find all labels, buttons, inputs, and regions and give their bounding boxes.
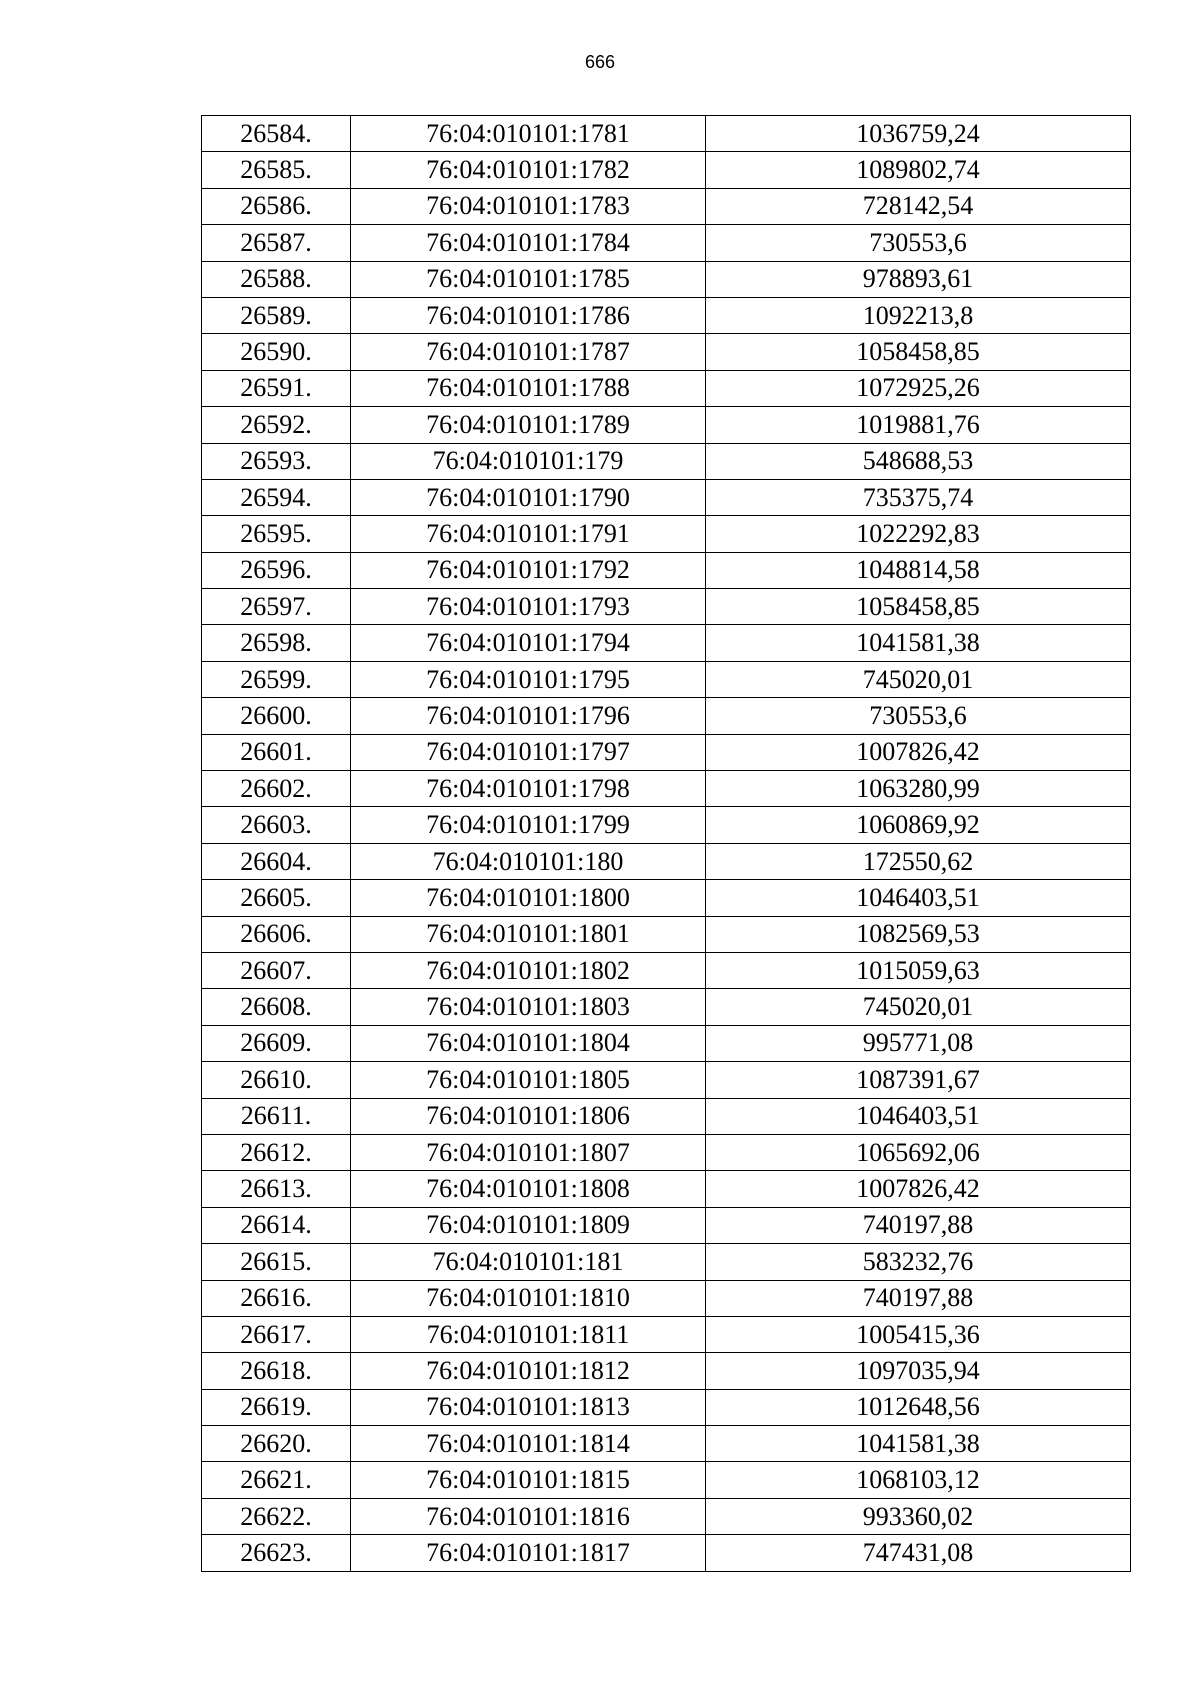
table-row — [202, 698, 1131, 734]
row-number-cell: 26594. — [202, 479, 351, 515]
table-row — [202, 1353, 1131, 1389]
row-number-cell: 26589. — [202, 297, 351, 333]
cadastral-value-cell: 1019881,76 — [706, 407, 1131, 443]
table-row — [202, 552, 1131, 588]
cadastral-number-cell: 76:04:010101:1801 — [351, 916, 706, 952]
cadastral-value-cell: 735375,74 — [706, 479, 1131, 515]
cadastral-number-cell: 76:04:010101:180 — [351, 843, 706, 879]
cadastral-number-cell: 76:04:010101:1786 — [351, 297, 706, 333]
cadastral-value-table — [201, 115, 1131, 1572]
cadastral-value-cell: 1089802,74 — [706, 152, 1131, 188]
cadastral-value-cell: 745020,01 — [706, 989, 1131, 1025]
row-number-cell: 26619. — [202, 1389, 351, 1425]
row-number-cell: 26614. — [202, 1207, 351, 1243]
row-number-cell: 26608. — [202, 989, 351, 1025]
table-row — [202, 1498, 1131, 1534]
table-row — [202, 1025, 1131, 1061]
row-number-cell: 26585. — [202, 152, 351, 188]
cadastral-number-cell: 76:04:010101:1808 — [351, 1171, 706, 1207]
table-row — [202, 1062, 1131, 1098]
cadastral-number-cell: 76:04:010101:1807 — [351, 1134, 706, 1170]
cadastral-number-cell: 76:04:010101:1810 — [351, 1280, 706, 1316]
row-number-cell: 26616. — [202, 1280, 351, 1316]
row-number-cell: 26615. — [202, 1244, 351, 1280]
table-row — [202, 516, 1131, 552]
row-number-cell: 26620. — [202, 1426, 351, 1462]
table-row — [202, 1280, 1131, 1316]
row-number-cell: 26587. — [202, 225, 351, 261]
page-number: 666 — [584, 52, 616, 72]
table-row — [202, 370, 1131, 406]
row-number-cell: 26607. — [202, 952, 351, 988]
cadastral-value-cell: 548688,53 — [706, 443, 1131, 479]
cadastral-number-cell: 76:04:010101:1795 — [351, 661, 706, 697]
cadastral-value-cell: 978893,61 — [706, 261, 1131, 297]
table-row — [202, 807, 1131, 843]
table-row — [202, 1207, 1131, 1243]
cadastral-number-cell: 76:04:010101:1790 — [351, 479, 706, 515]
cadastral-number-cell: 76:04:010101:1791 — [351, 516, 706, 552]
row-number-cell: 26586. — [202, 188, 351, 224]
table-row — [202, 116, 1131, 152]
row-number-cell: 26593. — [202, 443, 351, 479]
cadastral-value-cell: 1036759,24 — [706, 116, 1131, 152]
row-number-cell: 26601. — [202, 734, 351, 770]
cadastral-number-cell: 76:04:010101:1797 — [351, 734, 706, 770]
cadastral-number-cell: 76:04:010101:1811 — [351, 1316, 706, 1352]
row-number-cell: 26584. — [202, 116, 351, 152]
table-row — [202, 407, 1131, 443]
table-row — [202, 1316, 1131, 1352]
cadastral-number-cell: 76:04:010101:1783 — [351, 188, 706, 224]
cadastral-value-cell: 583232,76 — [706, 1244, 1131, 1280]
row-number-cell: 26599. — [202, 661, 351, 697]
cadastral-value-cell: 1005415,36 — [706, 1316, 1131, 1352]
row-number-cell: 26596. — [202, 552, 351, 588]
cadastral-value-cell: 1058458,85 — [706, 334, 1131, 370]
row-number-cell: 26622. — [202, 1498, 351, 1534]
cadastral-number-cell: 76:04:010101:179 — [351, 443, 706, 479]
cadastral-value-cell: 1072925,26 — [706, 370, 1131, 406]
cadastral-value-cell: 1087391,67 — [706, 1062, 1131, 1098]
cadastral-value-cell: 730553,6 — [706, 698, 1131, 734]
cadastral-value-cell: 1041581,38 — [706, 1426, 1131, 1462]
cadastral-value-cell: 728142,54 — [706, 188, 1131, 224]
table-body — [202, 116, 1131, 1572]
cadastral-value-cell: 1046403,51 — [706, 1098, 1131, 1134]
cadastral-number-cell: 76:04:010101:1793 — [351, 589, 706, 625]
cadastral-value-cell: 1058458,85 — [706, 589, 1131, 625]
cadastral-value-cell: 1012648,56 — [706, 1389, 1131, 1425]
cadastral-value-cell: 730553,6 — [706, 225, 1131, 261]
row-number-cell: 26602. — [202, 771, 351, 807]
table-row — [202, 1462, 1131, 1498]
cadastral-number-cell: 76:04:010101:1789 — [351, 407, 706, 443]
table-row — [202, 225, 1131, 261]
table-row — [202, 1389, 1131, 1425]
cadastral-value-cell: 1007826,42 — [706, 734, 1131, 770]
table-row — [202, 1426, 1131, 1462]
row-number-cell: 26592. — [202, 407, 351, 443]
table-row — [202, 261, 1131, 297]
row-number-cell: 26618. — [202, 1353, 351, 1389]
cadastral-value-cell: 1022292,83 — [706, 516, 1131, 552]
cadastral-number-cell: 76:04:010101:1805 — [351, 1062, 706, 1098]
table-row — [202, 443, 1131, 479]
row-number-cell: 26605. — [202, 880, 351, 916]
table-row — [202, 589, 1131, 625]
table-row — [202, 880, 1131, 916]
cadastral-number-cell: 76:04:010101:1813 — [351, 1389, 706, 1425]
row-number-cell: 26606. — [202, 916, 351, 952]
cadastral-value-cell: 172550,62 — [706, 843, 1131, 879]
cadastral-number-cell: 76:04:010101:1781 — [351, 116, 706, 152]
table-row — [202, 1535, 1131, 1571]
cadastral-value-cell: 995771,08 — [706, 1025, 1131, 1061]
cadastral-number-cell: 76:04:010101:1788 — [351, 370, 706, 406]
table-row — [202, 989, 1131, 1025]
table-row — [202, 916, 1131, 952]
row-number-cell: 26591. — [202, 370, 351, 406]
cadastral-value-cell: 747431,08 — [706, 1535, 1131, 1571]
cadastral-value-cell: 1041581,38 — [706, 625, 1131, 661]
cadastral-number-cell: 76:04:010101:1782 — [351, 152, 706, 188]
cadastral-value-cell: 1048814,58 — [706, 552, 1131, 588]
table-row — [202, 479, 1131, 515]
table-row — [202, 1244, 1131, 1280]
row-number-cell: 26617. — [202, 1316, 351, 1352]
cadastral-number-cell: 76:04:010101:1814 — [351, 1426, 706, 1462]
cadastral-number-cell: 76:04:010101:1809 — [351, 1207, 706, 1243]
cadastral-number-cell: 76:04:010101:1804 — [351, 1025, 706, 1061]
cadastral-number-cell: 76:04:010101:1792 — [351, 552, 706, 588]
row-number-cell: 26609. — [202, 1025, 351, 1061]
table-row — [202, 843, 1131, 879]
row-number-cell: 26597. — [202, 589, 351, 625]
row-number-cell: 26595. — [202, 516, 351, 552]
cadastral-number-cell: 76:04:010101:1812 — [351, 1353, 706, 1389]
table-row — [202, 152, 1131, 188]
row-number-cell: 26588. — [202, 261, 351, 297]
table-row — [202, 1171, 1131, 1207]
cadastral-value-cell: 1097035,94 — [706, 1353, 1131, 1389]
table-row — [202, 297, 1131, 333]
row-number-cell: 26590. — [202, 334, 351, 370]
row-number-cell: 26623. — [202, 1535, 351, 1571]
cadastral-value-cell: 1092213,8 — [706, 297, 1131, 333]
row-number-cell: 26610. — [202, 1062, 351, 1098]
cadastral-number-cell: 76:04:010101:1794 — [351, 625, 706, 661]
cadastral-value-cell: 740197,88 — [706, 1280, 1131, 1316]
cadastral-value-cell: 1046403,51 — [706, 880, 1131, 916]
cadastral-value-cell: 1060869,92 — [706, 807, 1131, 843]
table-row — [202, 734, 1131, 770]
cadastral-value-cell: 1007826,42 — [706, 1171, 1131, 1207]
table-row — [202, 188, 1131, 224]
cadastral-number-cell: 76:04:010101:1800 — [351, 880, 706, 916]
cadastral-number-cell: 76:04:010101:1803 — [351, 989, 706, 1025]
cadastral-value-cell: 1063280,99 — [706, 771, 1131, 807]
cadastral-number-cell: 76:04:010101:1815 — [351, 1462, 706, 1498]
cadastral-value-cell: 1015059,63 — [706, 952, 1131, 988]
table-row — [202, 625, 1131, 661]
row-number-cell: 26621. — [202, 1462, 351, 1498]
row-number-cell: 26604. — [202, 843, 351, 879]
cadastral-number-cell: 76:04:010101:181 — [351, 1244, 706, 1280]
cadastral-number-cell: 76:04:010101:1799 — [351, 807, 706, 843]
cadastral-number-cell: 76:04:010101:1816 — [351, 1498, 706, 1534]
cadastral-number-cell: 76:04:010101:1787 — [351, 334, 706, 370]
row-number-cell: 26613. — [202, 1171, 351, 1207]
cadastral-value-cell: 993360,02 — [706, 1498, 1131, 1534]
cadastral-value-cell: 1082569,53 — [706, 916, 1131, 952]
cadastral-number-cell: 76:04:010101:1798 — [351, 771, 706, 807]
cadastral-value-cell: 740197,88 — [706, 1207, 1131, 1243]
cadastral-number-cell: 76:04:010101:1784 — [351, 225, 706, 261]
table-row — [202, 1134, 1131, 1170]
cadastral-value-cell: 1065692,06 — [706, 1134, 1131, 1170]
table-row — [202, 952, 1131, 988]
table-row — [202, 1098, 1131, 1134]
row-number-cell: 26600. — [202, 698, 351, 734]
cadastral-number-cell: 76:04:010101:1806 — [351, 1098, 706, 1134]
cadastral-number-cell: 76:04:010101:1817 — [351, 1535, 706, 1571]
cadastral-number-cell: 76:04:010101:1796 — [351, 698, 706, 734]
table-row — [202, 661, 1131, 697]
row-number-cell: 26612. — [202, 1134, 351, 1170]
cadastral-value-cell: 1068103,12 — [706, 1462, 1131, 1498]
row-number-cell: 26611. — [202, 1098, 351, 1134]
cadastral-number-cell: 76:04:010101:1785 — [351, 261, 706, 297]
row-number-cell: 26598. — [202, 625, 351, 661]
table-row — [202, 334, 1131, 370]
cadastral-value-cell: 745020,01 — [706, 661, 1131, 697]
cadastral-number-cell: 76:04:010101:1802 — [351, 952, 706, 988]
row-number-cell: 26603. — [202, 807, 351, 843]
table-row — [202, 771, 1131, 807]
